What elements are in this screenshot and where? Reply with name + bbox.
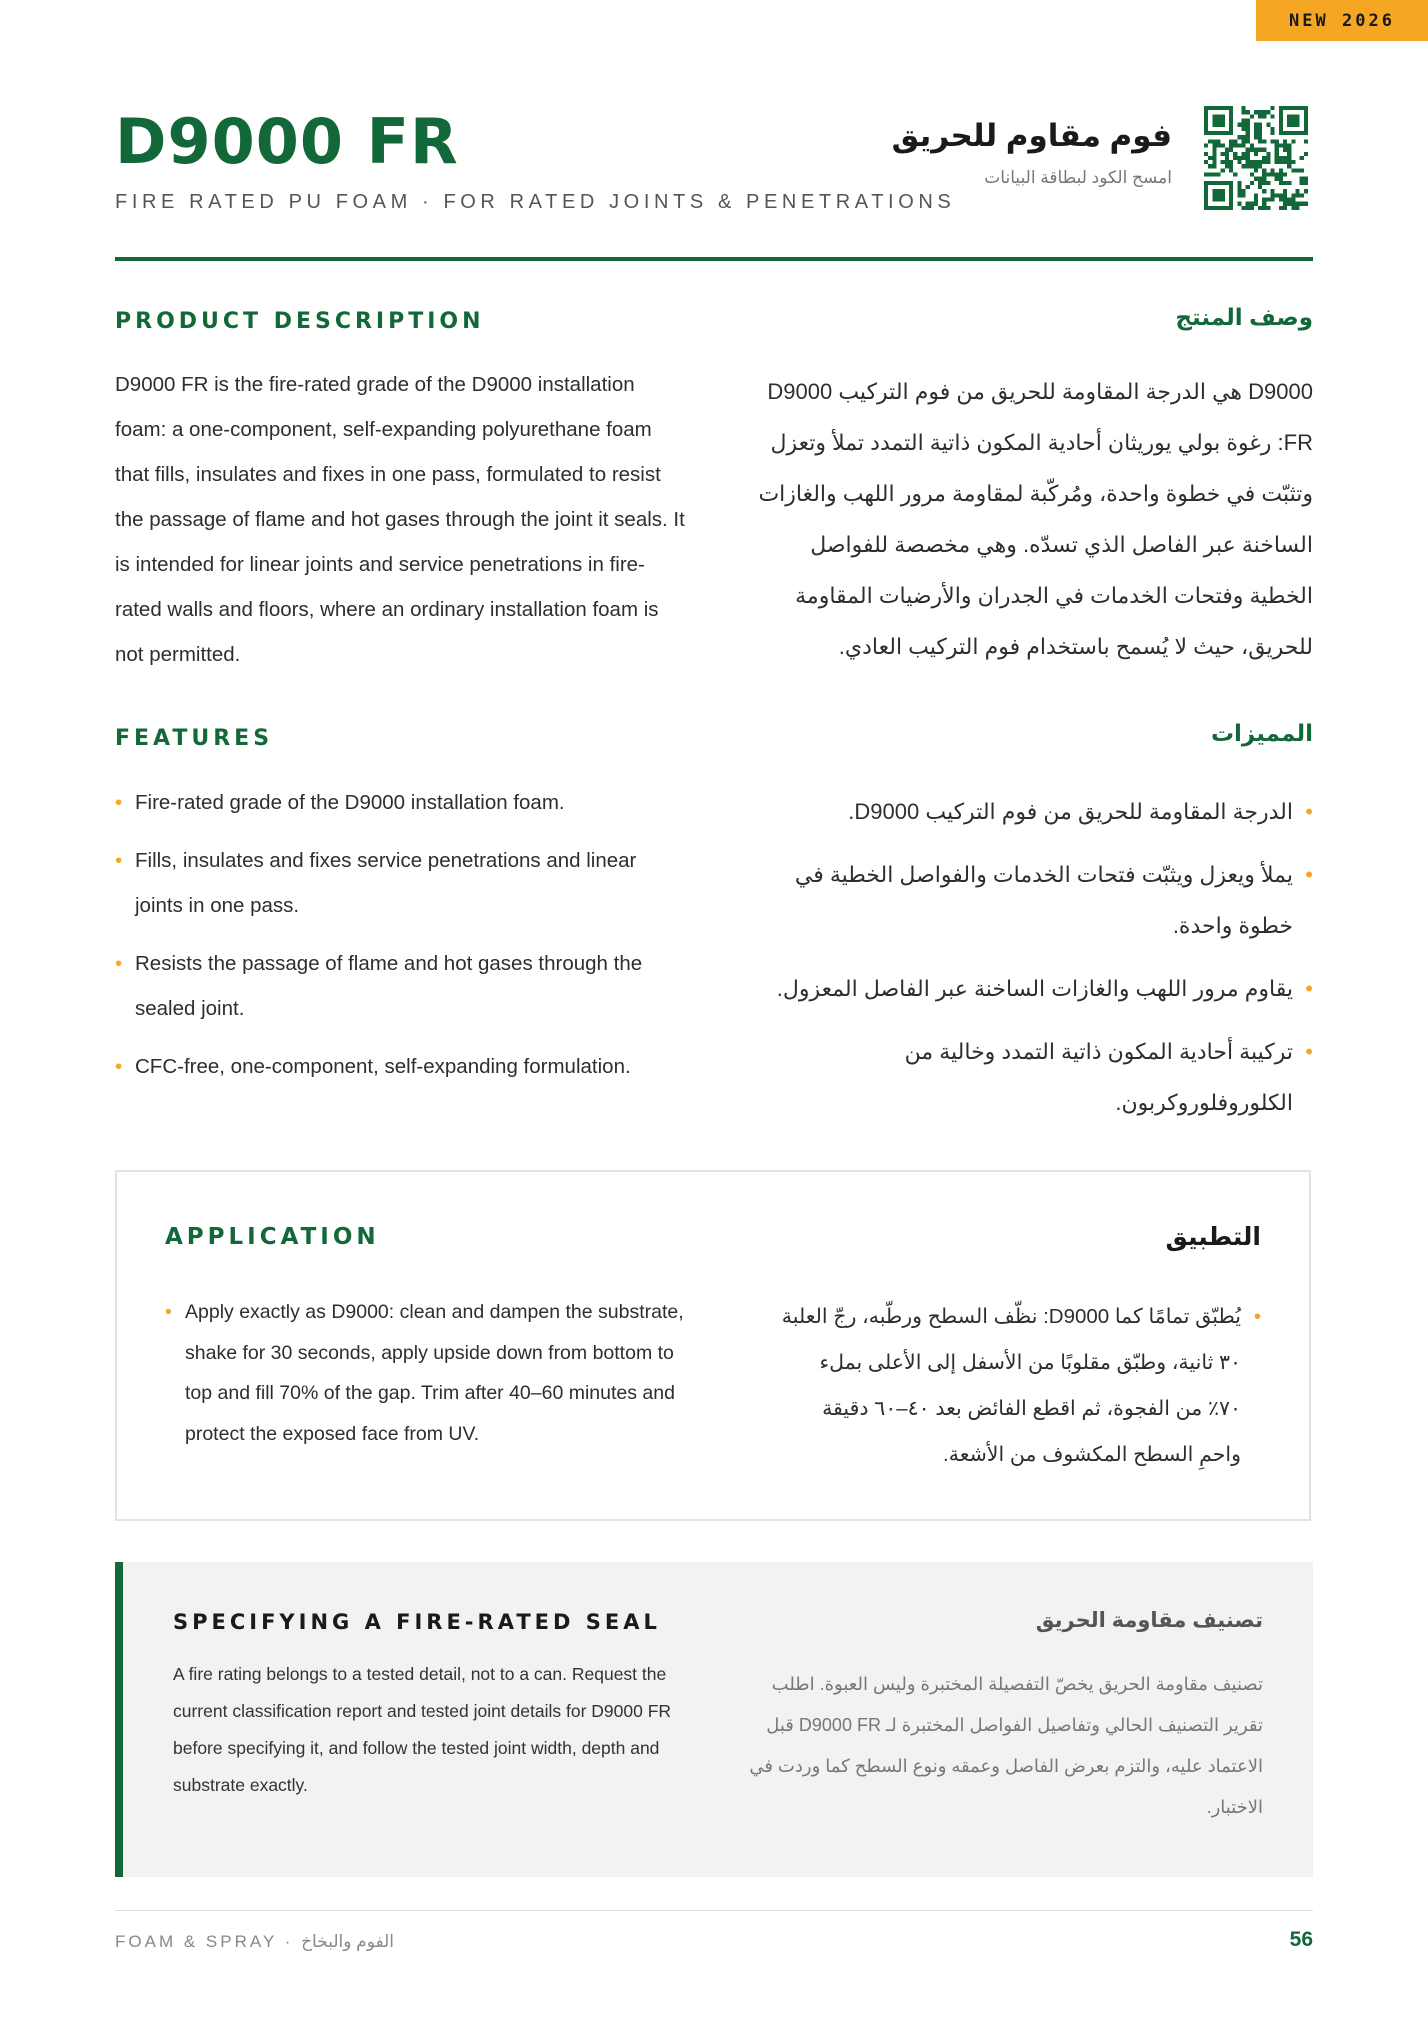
- description-heading-ar: وصف المنتج: [1175, 304, 1313, 330]
- application-list-ar: [781, 1294, 1261, 1478]
- application-list: [165, 1292, 690, 1454]
- product-title: D9000 FR: [115, 105, 459, 178]
- footer-divider: [115, 1910, 1313, 1911]
- page-number: 56: [1289, 1928, 1313, 1951]
- feature-item: • CFC-free, one-component, self-expanding formulation.: [115, 1044, 685, 1089]
- scan-hint-ar: امسح الكود لبطاقة البيانات: [984, 168, 1172, 187]
- header-divider: [115, 257, 1313, 261]
- feature-item: • Resists the passage of flame and hot gases through the sealed joint.: [115, 941, 685, 1031]
- footer-label-en: FOAM & SPRAY: [115, 1932, 277, 1951]
- new-badge: NEW 2026: [1256, 0, 1428, 41]
- footer-label-ar: الفوم والبخاخ: [301, 1932, 394, 1951]
- application-heading-ar: التطبيق: [1165, 1223, 1261, 1251]
- qr-code-icon[interactable]: [1204, 106, 1308, 210]
- feature-item: • Fire-rated grade of the D9000 installation foam.: [115, 780, 685, 825]
- features-heading-ar: المميزات: [1210, 720, 1313, 746]
- description-heading: PRODUCT DESCRIPTION: [115, 309, 485, 334]
- specifying-callout: [115, 1562, 1313, 1877]
- footer-separator: ·: [276, 1932, 302, 1951]
- specifying-heading-ar: تصنيف مقاومة الحريق: [1035, 1609, 1263, 1632]
- application-step: • Apply exactly as D9000: clean and dampen the substrate, shake for 30 seconds, apply upside down from bottom to top and fill 70% of the gap. Trim after 40–60 minutes and protect the exposed face from UV.: [165, 1292, 690, 1454]
- feature-item-ar: • تركيبة أحادية المكون ذاتية التمدد وخالية من الكلوروفلوروكربون.: [753, 1026, 1313, 1128]
- specifying-text-ar: تصنيف مقاومة الحريق يخصّ التفصيلة المختبرة وليس العبوة. اطلب تقرير التصنيف الحالي وتفاصيل الفواصل المختبرة لـ D9000 FR قبل الاعتماد عليه، والتزم بعرض الفاصل وعمقه ونوع السطح كما وردت في الاختبار.: [749, 1674, 1263, 1817]
- product-subtitle: FIRE RATED PU FOAM · FOR RATED JOINTS & PENETRATIONS: [115, 191, 956, 213]
- feature-item-ar: • يملأ ويعزل ويثبّت فتحات الخدمات والفواصل الخطية في خطوة واحدة.: [753, 849, 1313, 951]
- application-heading: APPLICATION: [165, 1224, 380, 1250]
- footer-section-label: [115, 1932, 394, 1952]
- description-text: D9000 FR is the fire-rated grade of the D9000 installation foam: a one-component, self-expanding polyurethane foam that fills, insulates and fixes in one pass, formulated to resist the passage of flame and hot gases through the joint it seals. It is intended for linear joints and service penetrations in fire-rated walls and floors, where an ordinary installation foam is not permitted.: [115, 373, 685, 666]
- description-text-ar: D9000 هي الدرجة المقاومة للحريق من فوم التركيب D9000 FR: رغوة بولي يوريثان أحادية المكون ذاتية التمدد تملأ وتعزل وتثبّت في خطوة واحدة، ومُركّبة لمقاومة مرور اللهب والغازات الساخنة عبر الفاصل الذي تسدّه. وهي مخصصة للفواصل الخطية وفتحات الخدمات في الجدران والأرضيات المقاومة للحريق، حيث لا يُسمح باستخدام فوم التركيب العادي.: [758, 379, 1313, 659]
- specifying-text: A fire rating belongs to a tested detail, not to a can. Request the current classification report and tested joint details for D9000 FR before specifying it, and follow the tested joint width, depth and substrate exactly.: [173, 1664, 672, 1795]
- features-list-ar: [753, 786, 1313, 1140]
- specifying-heading: SPECIFYING A FIRE-RATED SEAL: [173, 1610, 661, 1634]
- features-list: [115, 780, 685, 1102]
- feature-item: • Fills, insulates and fixes service penetrations and linear joints in one pass.: [115, 838, 685, 928]
- application-step-ar: • يُطبّق تمامًا كما D9000: نظّف السطح ورطّبه، رجّ العلبة ٣٠ ثانية، وطبّق مقلوبًا من الأسفل إلى الأعلى بملء ٧٠٪ من الفجوة، ثم اقطع الفائض بعد ٤٠–٦٠ دقيقة واحمِ السطح المكشوف من الأشعة.: [781, 1294, 1261, 1478]
- feature-item-ar: • يقاوم مرور اللهب والغازات الساخنة عبر الفاصل المعزول.: [753, 963, 1313, 1014]
- product-title-ar: فوم مقاوم للحريق: [891, 118, 1172, 153]
- features-heading: FEATURES: [115, 726, 274, 751]
- feature-item-ar: • الدرجة المقاومة للحريق من فوم التركيب D9000.: [753, 786, 1313, 837]
- application-box: [115, 1170, 1311, 1521]
